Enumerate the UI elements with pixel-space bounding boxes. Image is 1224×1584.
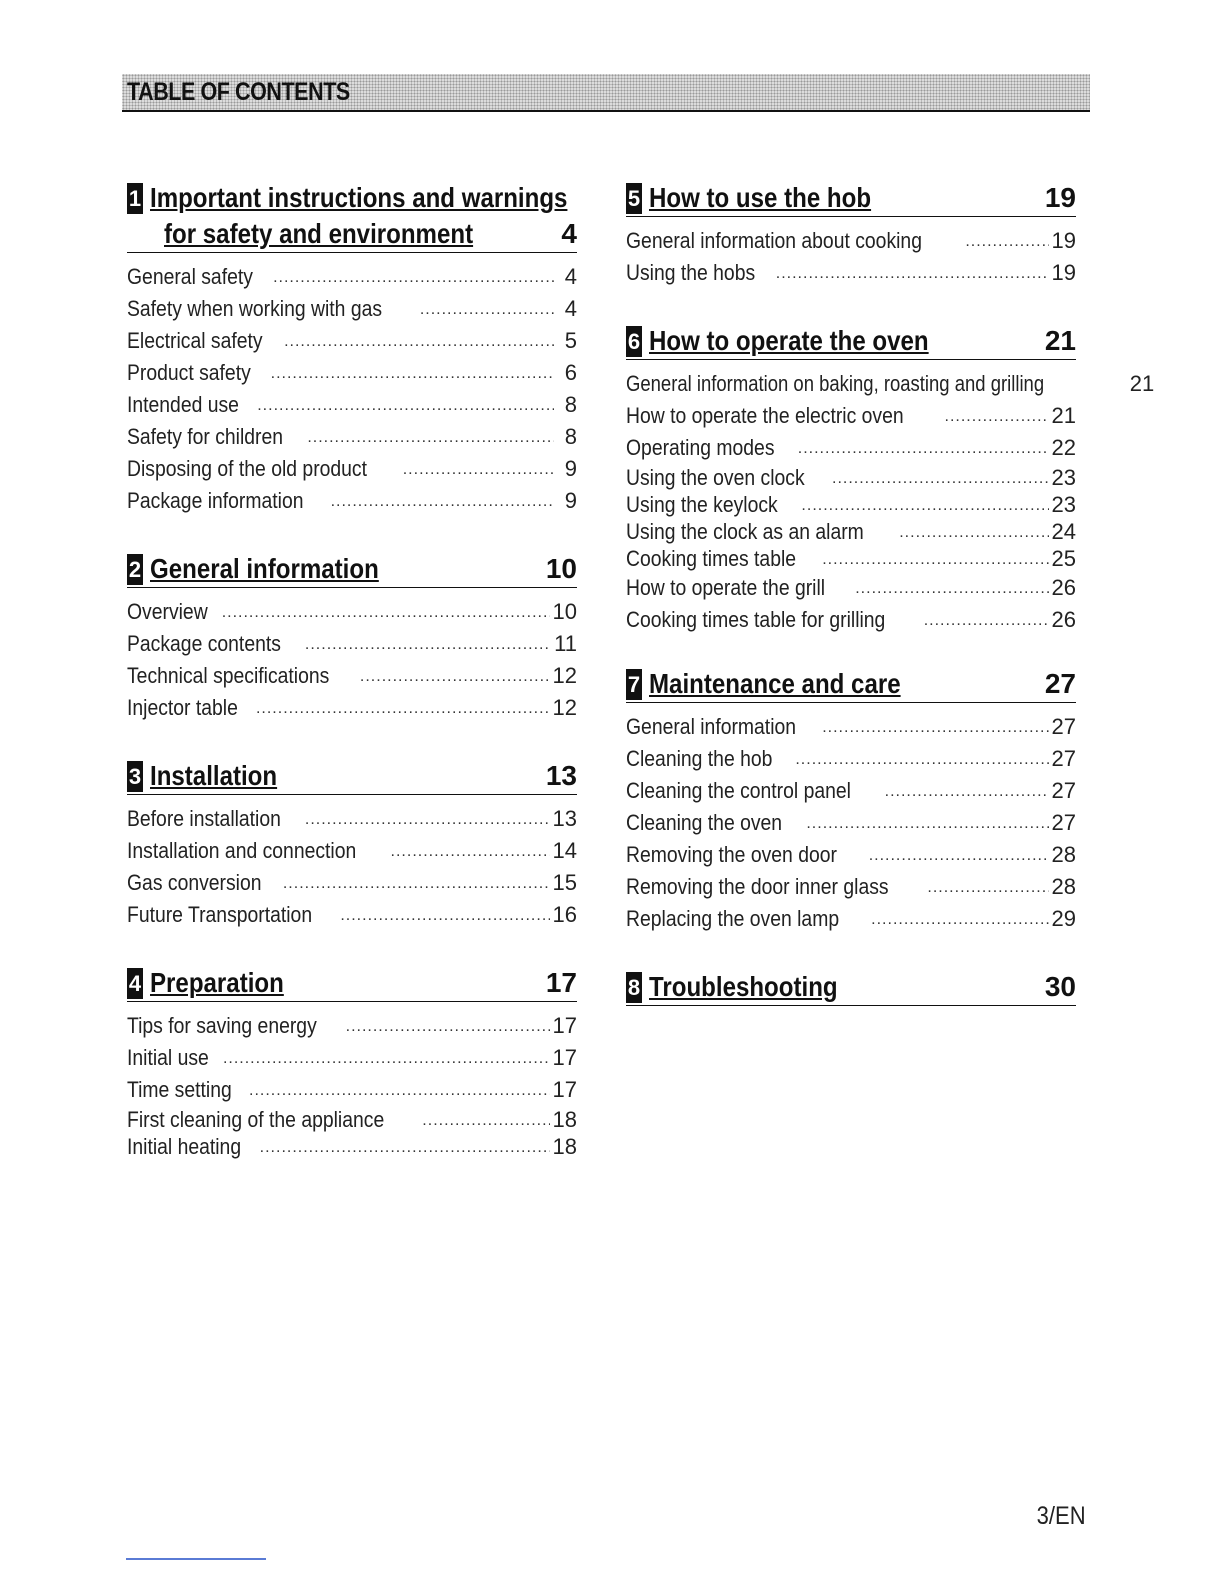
- dot-leader: [360, 661, 550, 693]
- dot-leader: [795, 744, 1048, 776]
- toc-section-3: [127, 758, 577, 931]
- dot-leader: [927, 872, 1048, 904]
- entry-label: Gas conversion: [127, 870, 262, 895]
- dot-leader: [307, 422, 554, 454]
- toc-entry[interactable]: [127, 485, 577, 517]
- section-title: Preparation: [150, 967, 284, 998]
- entry-label: Safety when working with gas: [127, 296, 383, 321]
- toc-entry[interactable]: [127, 293, 577, 325]
- toc-entry[interactable]: [626, 225, 1076, 257]
- dot-leader: [855, 573, 1048, 605]
- dot-leader: [256, 693, 550, 725]
- dot-leader: [249, 1075, 550, 1107]
- entry-page: 17: [552, 1077, 577, 1102]
- entry-page: 8: [564, 392, 577, 417]
- entry-label: General safety: [127, 264, 253, 289]
- toc-entry[interactable]: [626, 545, 1076, 572]
- toc-entry[interactable]: [626, 807, 1076, 839]
- section-page: 4: [561, 218, 577, 249]
- dot-leader: [273, 262, 554, 294]
- entry-page: 14: [552, 838, 577, 863]
- entry-page: 10: [552, 599, 577, 624]
- entry-page: 26: [1051, 575, 1076, 600]
- toc-entry[interactable]: [127, 1042, 577, 1074]
- entry-page: 17: [552, 1045, 577, 1070]
- entry-label: Installation and connection: [127, 838, 357, 863]
- entry-page: 8: [564, 424, 577, 449]
- dot-leader: [869, 840, 1049, 872]
- toc-entry[interactable]: [127, 421, 577, 453]
- entry-page: 12: [552, 695, 577, 720]
- entry-label: Safety for children: [127, 424, 284, 449]
- dot-leader: [340, 900, 549, 932]
- section-heading[interactable]: [626, 323, 1076, 360]
- section-page: 10: [545, 553, 577, 584]
- dot-leader: [260, 1134, 550, 1161]
- entry-label: Cooking times table: [626, 546, 797, 571]
- toc-section-6: [626, 323, 1155, 636]
- toc-entry[interactable]: [626, 368, 1155, 400]
- entry-label: How to operate the electric oven: [626, 403, 904, 428]
- section-page: 17: [545, 967, 577, 998]
- section-number-badge: 6: [626, 326, 642, 357]
- entry-label: Package contents: [127, 631, 281, 656]
- section-page: 19: [1044, 182, 1076, 213]
- toc-entry[interactable]: [626, 903, 1076, 935]
- section-heading[interactable]: [626, 666, 1076, 703]
- section-number-badge: 8: [626, 972, 642, 1003]
- toc-entry[interactable]: [127, 867, 577, 899]
- dot-leader: [806, 808, 1048, 840]
- dot-leader: [422, 1107, 549, 1134]
- entry-label: General information on baking, roasting and grilling: [626, 371, 1045, 396]
- entry-page: 15: [552, 870, 577, 895]
- toc-section-4: [127, 965, 577, 1160]
- toc-entry[interactable]: [127, 1106, 577, 1133]
- entry-label: Operating modes: [626, 435, 775, 460]
- entry-page: 11: [554, 631, 577, 656]
- section-number-badge: 2: [127, 554, 143, 585]
- entry-page: 28: [1051, 874, 1076, 899]
- section-title: General information: [150, 553, 379, 584]
- entry-list: [127, 803, 577, 931]
- section-number-badge: 7: [626, 669, 642, 700]
- section-number-badge: 1: [127, 183, 143, 214]
- dot-leader: [403, 454, 554, 486]
- entry-page: 22: [1051, 435, 1076, 460]
- entry-page: 19: [1051, 260, 1076, 285]
- dot-leader: [223, 1043, 550, 1075]
- section-heading[interactable]: [127, 965, 577, 1002]
- dot-leader: [257, 390, 554, 422]
- entry-page: 29: [1051, 906, 1076, 931]
- entry-page: 24: [1051, 519, 1076, 544]
- entry-page: 21: [1129, 371, 1155, 396]
- toc-entry[interactable]: [626, 491, 1076, 518]
- entry-label: Tips for saving energy: [127, 1013, 317, 1038]
- toc-entry[interactable]: [127, 453, 577, 485]
- page-number: 3/EN: [1037, 1502, 1086, 1530]
- entry-page: 18: [552, 1134, 577, 1159]
- entry-label: Time setting: [127, 1077, 232, 1102]
- dot-leader: [822, 546, 1048, 573]
- entry-label: Package information: [127, 488, 304, 513]
- section-page: 21: [1044, 325, 1076, 356]
- toc-entry[interactable]: [127, 1133, 577, 1160]
- toc-entry[interactable]: [127, 803, 577, 835]
- entry-page: 27: [1051, 778, 1076, 803]
- dot-leader: [283, 868, 550, 900]
- toc-entry[interactable]: [127, 596, 577, 628]
- dot-leader: [885, 776, 1049, 808]
- toc-entry[interactable]: [127, 660, 577, 692]
- section-page: 13: [545, 760, 577, 791]
- entry-page: 9: [564, 456, 577, 481]
- dot-leader: [945, 401, 1049, 433]
- section-title: Installation: [150, 760, 278, 791]
- section-number-badge: 5: [626, 183, 642, 214]
- section-title: How to use the hob: [649, 182, 872, 213]
- toc-entry[interactable]: [127, 261, 577, 293]
- dot-leader: [832, 465, 1049, 492]
- entry-label: Initial use: [127, 1045, 209, 1070]
- toc-left-column: [127, 180, 577, 1160]
- entry-page: 23: [1051, 492, 1076, 517]
- toc-entry[interactable]: [127, 692, 577, 724]
- entry-page: 21: [1051, 403, 1076, 428]
- dot-leader: [284, 326, 554, 358]
- section-heading[interactable]: [127, 551, 577, 588]
- toc-section-7: [626, 666, 1076, 935]
- entry-list: [127, 261, 577, 517]
- entry-label: Cleaning the hob: [626, 746, 773, 771]
- entry-list: [626, 711, 1076, 935]
- dot-leader: [822, 712, 1048, 744]
- toc-entry[interactable]: [127, 389, 577, 421]
- entry-label: General information: [626, 714, 797, 739]
- entry-page: 27: [1051, 810, 1076, 835]
- toc-entry[interactable]: [626, 464, 1076, 491]
- entry-label: Before installation: [127, 806, 281, 831]
- toc-entry[interactable]: [127, 1074, 577, 1106]
- section-number-badge: 4: [127, 968, 143, 999]
- toc-entry[interactable]: [127, 357, 577, 389]
- entry-page: 13: [552, 806, 577, 831]
- entry-label: Removing the oven door: [626, 842, 837, 867]
- toc-entry[interactable]: [626, 871, 1076, 903]
- dot-leader: [798, 433, 1049, 465]
- toc-entry[interactable]: [127, 835, 577, 867]
- entry-label: Replacing the oven lamp: [626, 906, 840, 931]
- entry-label: Disposing of the old product: [127, 456, 368, 481]
- entry-page: 25: [1051, 546, 1076, 571]
- toc-entry[interactable]: [626, 604, 1076, 636]
- toc-entry[interactable]: [626, 257, 1076, 289]
- dot-leader: [965, 226, 1048, 258]
- toc-entry[interactable]: [626, 839, 1076, 871]
- toc-entry[interactable]: [127, 325, 577, 357]
- toc-entry[interactable]: [626, 400, 1076, 432]
- dot-leader: [776, 258, 1049, 290]
- entry-page: 12: [552, 663, 577, 688]
- entry-label: General information about cooking: [626, 228, 922, 253]
- entry-label: Cleaning the control panel: [626, 778, 851, 803]
- section-title: Important instructions and warnings: [150, 182, 568, 213]
- entry-page: 4: [564, 296, 577, 321]
- entry-page: 16: [552, 902, 577, 927]
- toc-section-1: [127, 180, 577, 517]
- entry-label: Electrical safety: [127, 328, 263, 353]
- dot-leader: [305, 629, 551, 661]
- entry-page: 6: [564, 360, 577, 385]
- entry-page: 19: [1051, 228, 1076, 253]
- entry-page: 4: [564, 264, 577, 289]
- entry-list: [127, 1010, 577, 1160]
- page-title: TABLE OF CONTENTS: [127, 78, 350, 106]
- toc-entry[interactable]: [626, 743, 1076, 775]
- entry-label: Removing the door inner glass: [626, 874, 889, 899]
- entry-label: Intended use: [127, 392, 239, 417]
- entry-label: Cooking times table for grilling: [626, 607, 886, 632]
- dot-leader: [222, 597, 550, 629]
- section-title: Troubleshooting: [649, 971, 838, 1002]
- entry-list: [626, 225, 1076, 289]
- section-title-line2: for safety and environment: [164, 218, 474, 249]
- toc-section-8: [626, 969, 1076, 1006]
- toc-section-5: [626, 180, 1076, 289]
- entry-label: Cleaning the oven: [626, 810, 783, 835]
- toc-entry[interactable]: [127, 1010, 577, 1042]
- bottom-rule: [126, 1558, 266, 1560]
- toc-entry[interactable]: [626, 518, 1076, 545]
- toc-right-column: [626, 180, 1155, 1006]
- section-heading[interactable]: [626, 180, 1076, 217]
- entry-label: Using the keylock: [626, 492, 778, 517]
- section-number-badge: 3: [127, 761, 143, 792]
- entry-list: [626, 368, 1155, 636]
- entry-label: Using the oven clock: [626, 465, 805, 490]
- dot-leader: [346, 1011, 550, 1043]
- dot-leader: [899, 519, 1048, 546]
- toc-entry[interactable]: [127, 628, 577, 660]
- section-title: Maintenance and care: [649, 668, 901, 699]
- section-title: How to operate the oven: [649, 325, 929, 356]
- toc-entry[interactable]: [626, 711, 1076, 743]
- dot-leader: [331, 486, 554, 518]
- dot-leader: [924, 605, 1049, 637]
- entry-label: Injector table: [127, 695, 238, 720]
- entry-page: 5: [564, 328, 577, 353]
- dot-leader: [271, 358, 554, 390]
- toc-entry[interactable]: [626, 775, 1076, 807]
- entry-page: 18: [552, 1107, 577, 1132]
- dot-leader: [391, 836, 550, 868]
- toc-entry[interactable]: [626, 432, 1076, 464]
- entry-page: 26: [1051, 607, 1076, 632]
- entry-page: 17: [552, 1013, 577, 1038]
- section-heading[interactable]: [127, 180, 577, 253]
- entry-page: 23: [1051, 465, 1076, 490]
- entry-label: Product safety: [127, 360, 251, 385]
- section-heading[interactable]: [127, 758, 577, 795]
- section-page: 30: [1044, 971, 1076, 1002]
- dot-leader: [801, 492, 1048, 519]
- entry-page: 28: [1051, 842, 1076, 867]
- toc-entry[interactable]: [626, 572, 1076, 604]
- entry-label: Overview: [127, 599, 208, 624]
- dot-leader: [305, 804, 550, 836]
- entry-label: Using the clock as an alarm: [626, 519, 864, 544]
- entry-label: First cleaning of the appliance: [127, 1107, 385, 1132]
- dot-leader: [420, 294, 554, 326]
- toc-entry[interactable]: [127, 899, 577, 931]
- section-heading[interactable]: [626, 969, 1076, 1006]
- header-bar: [122, 74, 1090, 112]
- entry-list: [127, 596, 577, 724]
- toc-section-2: [127, 551, 577, 724]
- entry-label: Using the hobs: [626, 260, 756, 285]
- entry-label: Technical specifications: [127, 663, 330, 688]
- entry-label: How to operate the grill: [626, 575, 826, 600]
- section-page: 27: [1044, 668, 1076, 699]
- dot-leader: [871, 904, 1048, 936]
- entry-page: 27: [1051, 714, 1076, 739]
- entry-label: Future Transportation: [127, 902, 313, 927]
- entry-label: Initial heating: [127, 1134, 242, 1159]
- entry-page: 27: [1051, 746, 1076, 771]
- entry-page: 9: [564, 488, 577, 513]
